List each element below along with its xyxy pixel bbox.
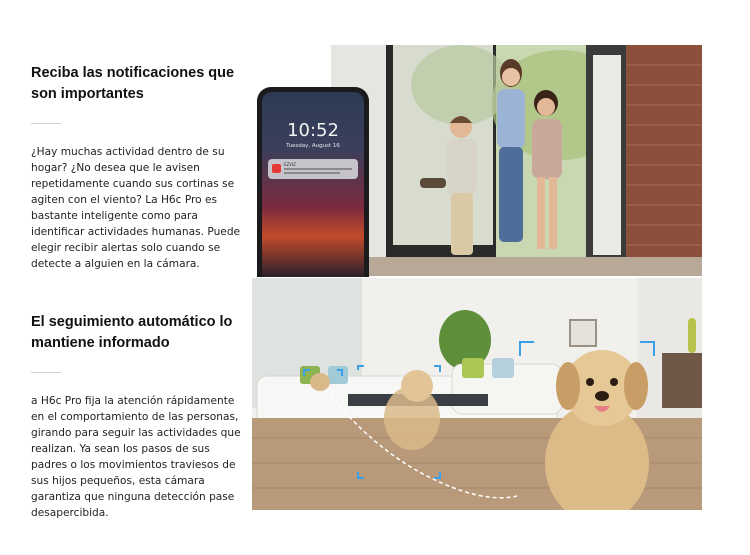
smartphone [257,87,369,277]
notification-app-name: EZVIZ [284,162,296,167]
notification-text-line [284,172,340,174]
divider [31,123,61,124]
section-heading: El seguimiento automático lo mantiene informado [31,314,233,351]
family-doorway-photo [331,45,702,276]
phone-lock-screen [262,92,364,277]
motion-notification[interactable] [268,159,358,179]
lock-screen-date: Tuesday, August 16 [286,143,340,149]
lock-screen-time: 10:52 [287,120,339,141]
section-body: ¿Hay muchas actividad dentro de su hogar? ¿No desea que le avisen repetidamente cuando sus cortinas se agiten con el viento? La H6c Pro es bastante inteligente como para identificar actividades humanas. Puede elegir recibir alertas solo cuando se detecte a alguien en la cámara. [31,146,241,270]
section-auto-tracking [31,312,243,521]
notification-app-icon [272,164,281,173]
notification-text-line [284,168,352,170]
section-notifications [31,63,243,272]
section-body: a H6c Pro fija la atención rápidamente en el comportamiento de las personas, girando para seguir las actividades que realizan. Ya sean los pasos de sus padres o los movimientos traviesos de sus hijos pequeños, esta cámara garantiza que ninguna detección pase desapercibida. [31,395,241,519]
divider [31,372,61,373]
section-heading: Reciba las notificaciones que son importantes [31,65,235,102]
family-doorway-illustration [331,45,702,276]
puppy-tracking-photo [252,278,702,510]
living-room-illustration [252,278,702,510]
